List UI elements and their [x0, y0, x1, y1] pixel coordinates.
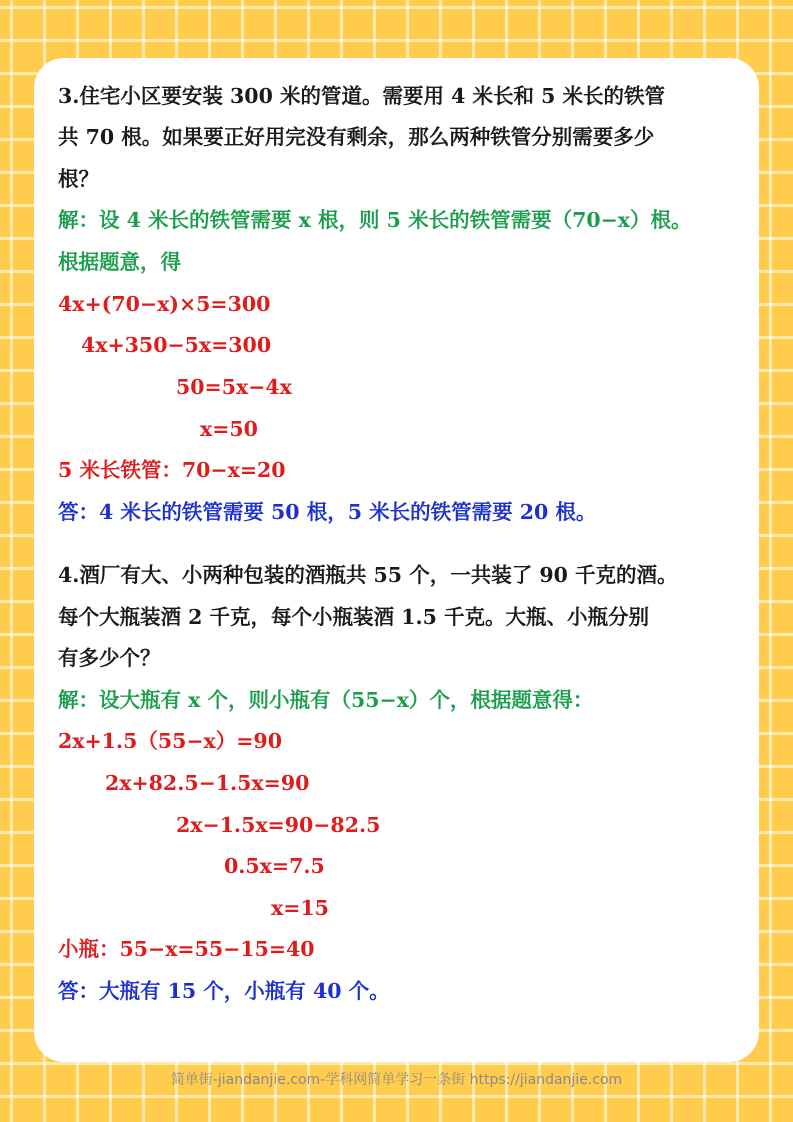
problem4-solution-intro: 解：设大瓶有 x 个，则小瓶有（55−x）个，根据题意得： [58, 688, 594, 712]
problem4-question-line2: 每个大瓶装酒 2 千克，每个小瓶装酒 1.5 千克。大瓶、小瓶分别 [58, 605, 649, 629]
footer-watermark: 简单街-jiandanjie.com-学科网简单学习一条街 https://jiandanjie.com [170, 1072, 623, 1088]
problem3-answer: 答：4 米长的铁管需要 50 根，5 米长的铁管需要 20 根。 [58, 500, 597, 524]
problem3-solution-intro-line2: 根据题意，得 [58, 250, 181, 274]
problem3-equation-4: x=50 [200, 417, 258, 441]
problem3-equation-3: 50=5x−4x [176, 375, 292, 399]
content-card [34, 58, 759, 1062]
problem4-equation-3: 2x−1.5x=90−82.5 [176, 813, 381, 837]
problem3-question-line3: 根？ [58, 167, 99, 191]
problem4-question-line3: 有多少个？ [58, 646, 161, 670]
problem3-solution-intro-line1: 解：设 4 米长的铁管需要 x 根，则 5 米长的铁管需要（70−x）根。 [58, 208, 692, 232]
problem4-equation-2: 2x+82.5−1.5x=90 [105, 771, 310, 795]
problem3-question-line2: 共 70 根。如果要正好用完没有剩余，那么两种铁管分别需要多少 [58, 125, 655, 149]
problem3-extra: 5 米长铁管：70−x=20 [58, 458, 286, 482]
problem4-answer: 答：大瓶有 15 个，小瓶有 40 个。 [58, 979, 390, 1003]
problem4-extra: 小瓶：55−x=55−15=40 [58, 937, 315, 961]
problem3-question-line1: 3.住宅小区要安装 300 米的管道。需要用 4 米长和 5 米长的铁管 [58, 84, 666, 108]
problem4-equation-5: x=15 [271, 896, 329, 920]
problem3-equation-2: 4x+350−5x=300 [81, 333, 272, 357]
problem4-equation-4: 0.5x=7.5 [224, 854, 325, 878]
problem3-equation-1: 4x+(70−x)×5=300 [58, 292, 271, 316]
problem4-question-line1: 4.酒厂有大、小两种包装的酒瓶共 55 个，一共装了 90 千克的酒。 [58, 563, 678, 587]
problem4-equation-1: 2x+1.5（55−x）=90 [58, 729, 282, 753]
